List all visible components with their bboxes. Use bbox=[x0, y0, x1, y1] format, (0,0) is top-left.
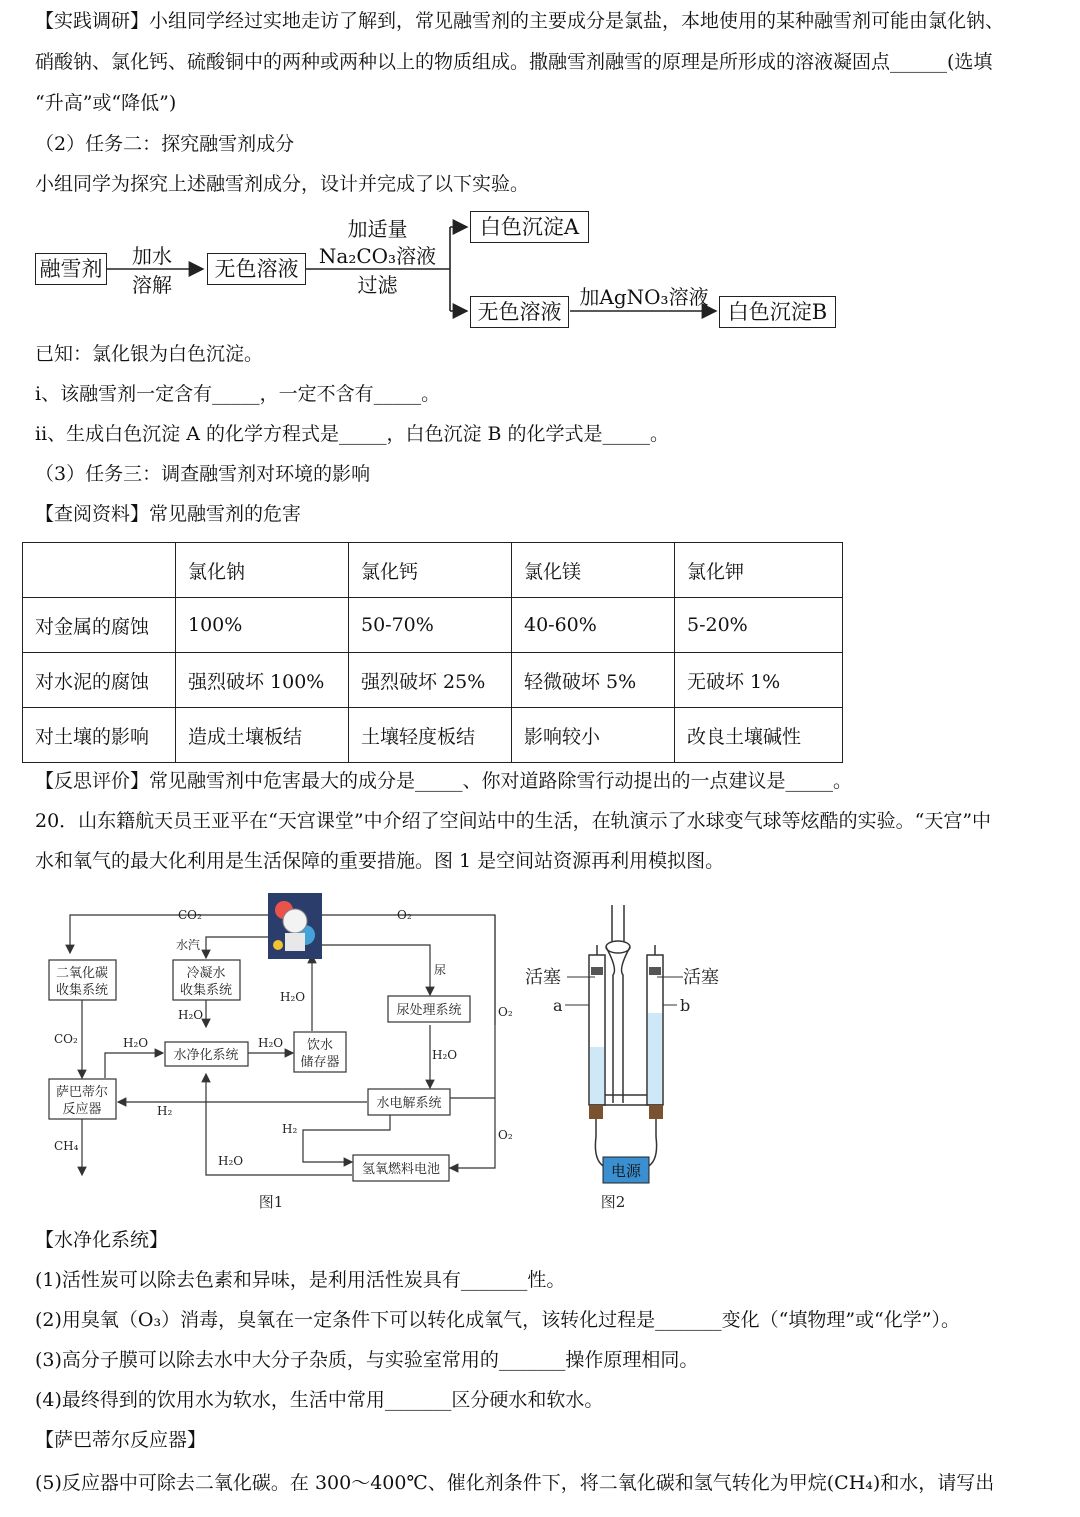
intro-line-3: “升高”或“降低”) bbox=[35, 92, 177, 114]
table-row bbox=[23, 708, 843, 763]
flow-filter-label: 过滤 bbox=[357, 273, 398, 297]
valve-right-icon bbox=[649, 945, 661, 975]
table-cell: 对金属的腐蚀 bbox=[23, 598, 176, 653]
table-cell: 40-60% bbox=[512, 598, 675, 653]
table-header-row bbox=[23, 543, 843, 598]
fig1-drink-l2: 储存器 bbox=[300, 1055, 340, 1070]
fig1-label-h2-b: H₂ bbox=[282, 1122, 298, 1136]
fig1-label-h2o-d: H₂O bbox=[258, 1036, 284, 1050]
fig1-label-co2-left: CO₂ bbox=[54, 1032, 78, 1046]
astronaut-icon bbox=[268, 893, 322, 959]
flow-solution1-box: 无色溶液 bbox=[207, 253, 306, 285]
fig1-label-o2-top: O₂ bbox=[397, 908, 412, 922]
fig1-label-h2o-b: H₂O bbox=[178, 1008, 204, 1022]
fig1-drink-l1: 饮水 bbox=[306, 1038, 334, 1053]
table-cell: 改良土壤碱性 bbox=[675, 708, 843, 763]
ref-heading: 【查阅资料】常见融雪剂的危害 bbox=[35, 503, 302, 525]
table-cell: 造成土壤板结 bbox=[176, 708, 349, 763]
table-header-cell: 氯化镁 bbox=[512, 543, 675, 598]
fig1-electrolysis: 水电解系统 bbox=[376, 1096, 442, 1111]
sabatier-q5: (5)反应器中可除去二氧化碳。在 300～400℃、催化剂条件下，将二氧化碳和氢气转化为甲烷(CH₄)和水，请写出 bbox=[35, 1472, 995, 1494]
question-ii: ii、生成白色沉淀 A 的化学方程式是_____，白色沉淀 B 的化学式是_____。 bbox=[35, 423, 669, 445]
fig1-purify: 水净化系统 bbox=[173, 1048, 239, 1063]
known-note: 已知：氯化银为白色沉淀。 bbox=[35, 343, 264, 365]
flow-reagent-line2: Na₂CO₃溶液 bbox=[318, 244, 437, 268]
fig1-label-urine: 尿 bbox=[434, 963, 447, 977]
fig1-sabatier-l1: 萨巴蒂尔 bbox=[55, 1085, 109, 1100]
q20-line-2: 水和氧气的最大化利用是生活保障的重要措施。图 1 是空间站资源再利用模拟图。 bbox=[35, 850, 725, 872]
fig1-label-o2-r2: O₂ bbox=[498, 1128, 513, 1142]
table-cell: 对水泥的腐蚀 bbox=[23, 653, 176, 708]
flow-add-water-label: 加水 bbox=[132, 244, 172, 268]
valve-left-icon bbox=[591, 945, 603, 975]
fig1-fuel-cell: 氢氧燃料电池 bbox=[361, 1162, 441, 1177]
table-cell: 无破坏 1% bbox=[675, 653, 843, 708]
fig1-label-h2-a: H₂ bbox=[157, 1104, 173, 1118]
hazard-table bbox=[22, 542, 843, 763]
table-header-cell: 氯化钾 bbox=[675, 543, 843, 598]
fig1-co2-collect-l1: 二氧化碳 bbox=[55, 966, 109, 981]
fig1-label-ch4: CH₄ bbox=[54, 1139, 79, 1153]
fig1-co2-collect-l2: 收集系统 bbox=[55, 983, 109, 998]
flow-reagent-line1: 加适量 bbox=[347, 217, 408, 241]
fig2-label-b: b bbox=[680, 996, 691, 1015]
fig1-label-h2o-a: H₂O bbox=[280, 990, 306, 1004]
table-cell: 100% bbox=[176, 598, 349, 653]
fig2-caption: 图2 bbox=[600, 1193, 626, 1211]
task3-title: （3）任务三：调查融雪剂对环境的影响 bbox=[35, 463, 371, 485]
figure1-diagram bbox=[0, 885, 540, 1215]
table-cell: 轻微破坏 5% bbox=[512, 653, 675, 708]
table-cell: 强烈破坏 100% bbox=[176, 653, 349, 708]
intro-line-2: 硝酸钠、氯化钙、硫酸铜中的两种或两种以上的物质组成。撒融雪剂融雪的原理是所形成的溶液凝固点______(选填 bbox=[35, 51, 993, 73]
table-cell: 5-20% bbox=[675, 598, 843, 653]
fig1-label-h2o-c: H₂O bbox=[123, 1036, 149, 1050]
table-cell: 影响较小 bbox=[512, 708, 675, 763]
flow-snowmelt-box: 融雪剂 bbox=[35, 253, 107, 285]
table-header-cell bbox=[23, 543, 176, 598]
table-row bbox=[23, 598, 843, 653]
flow-precipitate-b-box: 白色沉淀B bbox=[719, 296, 836, 328]
table-row bbox=[23, 653, 843, 708]
fig1-caption: 图1 bbox=[258, 1193, 284, 1211]
task2-desc: 小组同学为探究上述融雪剂成分，设计并完成了以下实验。 bbox=[35, 173, 530, 195]
sabatier-title: 【萨巴蒂尔反应器】 bbox=[35, 1429, 207, 1451]
fig1-label-h2o-e: H₂O bbox=[432, 1048, 458, 1062]
fig1-condense-l2: 收集系统 bbox=[179, 983, 233, 998]
electrode-left-icon bbox=[589, 1105, 603, 1137]
table-header-cell: 氯化钠 bbox=[176, 543, 349, 598]
purification-q1: (1)活性炭可以除去色素和异味，是利用活性炭具有_______性。 bbox=[35, 1269, 566, 1291]
fig1-label-co2-top: CO₂ bbox=[178, 908, 202, 922]
flow-dissolve-label: 溶解 bbox=[132, 273, 172, 297]
flow-agno3-label: 加AgNO₃溶液 bbox=[579, 285, 709, 309]
fig2-power-label: 电源 bbox=[610, 1162, 642, 1180]
purification-title: 【水净化系统】 bbox=[35, 1229, 169, 1251]
table-cell: 强烈破坏 25% bbox=[349, 653, 512, 708]
intro-line-1: 【实践调研】小组同学经过实地走访了解到，常见融雪剂的主要成分是氯盐，本地使用的某种融雪剂可能由氯化钠、 bbox=[35, 10, 1005, 32]
task2-title: （2）任务二：探究融雪剂成分 bbox=[35, 133, 295, 155]
fig2-valve-left-label: 活塞 bbox=[525, 967, 561, 988]
electrode-right-icon bbox=[649, 1105, 663, 1137]
fig2-label-a: a bbox=[553, 996, 563, 1015]
fig1-label-o2-r1: O₂ bbox=[498, 1005, 513, 1019]
table-cell: 土壤轻度板结 bbox=[349, 708, 512, 763]
fig1-sabatier-l2: 反应器 bbox=[62, 1102, 102, 1117]
question-i: i、该融雪剂一定含有_____，一定不含有_____。 bbox=[35, 383, 441, 405]
reflect-question: 【反思评价】常见融雪剂中危害最大的成分是_____、你对道路除雪行动提出的一点建议是_____。 bbox=[35, 770, 853, 792]
table-cell: 对土壤的影响 bbox=[23, 708, 176, 763]
fig1-condense-l1: 冷凝水 bbox=[186, 966, 226, 981]
purification-q2: (2)用臭氧（O₃）消毒，臭氧在一定条件下可以转化成氧气，该转化过程是_______变化（“填物理”或“化学”）。 bbox=[35, 1309, 960, 1331]
fig1-label-vapor: 水汽 bbox=[176, 938, 201, 952]
fig1-label-h2o-f: H₂O bbox=[218, 1154, 244, 1168]
table-header-cell: 氯化钙 bbox=[349, 543, 512, 598]
table-cell: 50-70% bbox=[349, 598, 512, 653]
purification-q3: (3)高分子膜可以除去水中大分子杂质，与实验室常用的_______操作原理相同。 bbox=[35, 1349, 699, 1371]
figure2-electrolysis-apparatus bbox=[515, 885, 735, 1215]
purification-q4: (4)最终得到的饮用水为软水，生活中常用_______区分硬水和软水。 bbox=[35, 1389, 604, 1411]
fig2-valve-right-label: 活塞 bbox=[683, 967, 719, 988]
flow-precipitate-a-box: 白色沉淀A bbox=[470, 211, 589, 243]
fig1-urine-proc: 尿处理系统 bbox=[396, 1003, 462, 1018]
q20-line-1: 20．山东籍航天员王亚平在“天宫课堂”中介绍了空间站中的生活，在轨演示了水球变气球等炫酷的实验。“天宫”中 bbox=[35, 810, 992, 832]
flow-solution2-box: 无色溶液 bbox=[470, 296, 569, 328]
